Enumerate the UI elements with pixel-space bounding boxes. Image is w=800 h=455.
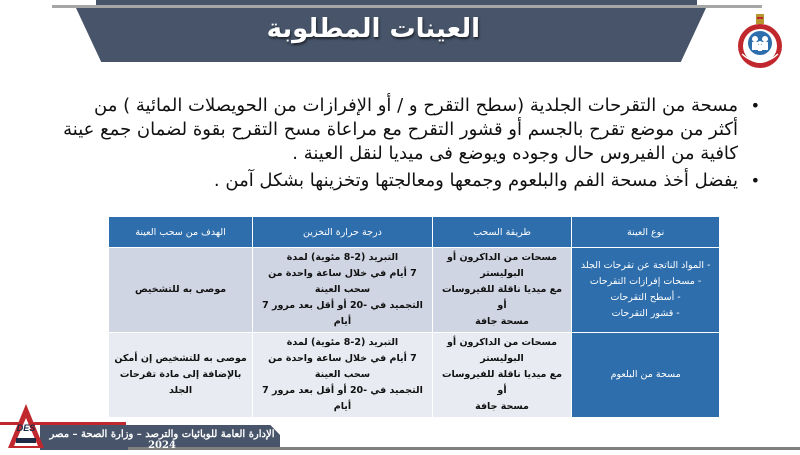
header-storage-temp: درجة حرارة التخزين [253, 217, 433, 248]
bullet-content [60, 94, 760, 196]
table-row [109, 248, 720, 333]
cell-storage: التبريد (2-8 مئوية) لمدة 7 أيام في خلال ساعة واحدة من سحب العينة التجميد في -20 أو أقل بعد مرور 7 أيام [253, 333, 433, 418]
bullet-item: • يفضل أخذ مسحة الفم والبلعوم وجمعها ومعالجتها وتخزينها بشكل آمن . [60, 169, 738, 193]
table-header-row [109, 217, 720, 248]
bullet-item: • مسحة من التقرحات الجلدية (سطح التقرح و / أو الإفرازات من الحويصلات المائية ) من أكثر من موضع تقرح بالجسم أو قشور التقرح مع مراعاة مسح التقرح بقوة لضمان جمع عينة كافية من الفيروس حال وجوده ويوضع فى ميديا لنقل العينة . [60, 94, 738, 166]
header-sample-type: نوع العينة [572, 217, 720, 248]
cell-sample-type: مسحة من البلعوم [572, 333, 720, 418]
cell-purpose: موصى به للتشخيص [109, 248, 253, 333]
cell-method: مسحات من الداكرون أو البوليستر مع ميديا ناقلة للفيروسات أو مسحة جافة [432, 333, 572, 418]
cell-purpose: موصى به للتشخيص إن أمكن بالإضافة إلى مادة تقرحات الجلد [109, 333, 253, 418]
ministry-logo-icon [734, 12, 786, 72]
page-title: العينات المطلوبة [266, 14, 480, 44]
cell-storage: التبريد (2-8 مئوية) لمدة 7 أيام في خلال ساعة واحدة من سحب العينة التجميد في -20 أو أقل بعد مرور 7 أيام [253, 248, 433, 333]
header-collection-method: طريقة السحب [432, 217, 572, 248]
top-decor-line [52, 5, 762, 8]
table-row [109, 333, 720, 418]
samples-table [108, 216, 720, 418]
des-logo-text: DES [16, 423, 36, 433]
cell-sample-type: - المواد الناتجة عن تقرحات الجلد - مسحات إفرازات التقرحات - أسطح التقرحات - قشور التقرحات [572, 248, 720, 333]
cell-method: مسحات من الداكرون أو البوليستر مع ميديا ناقلة للفيروسات أو مسحة جافة [432, 248, 572, 333]
footer-text: الإدارة العامة للوبائيات والترصد – وزارة الصحة – مصر 2024 [49, 429, 275, 451]
header-purpose: الهدف من سحب العينة [109, 217, 253, 248]
